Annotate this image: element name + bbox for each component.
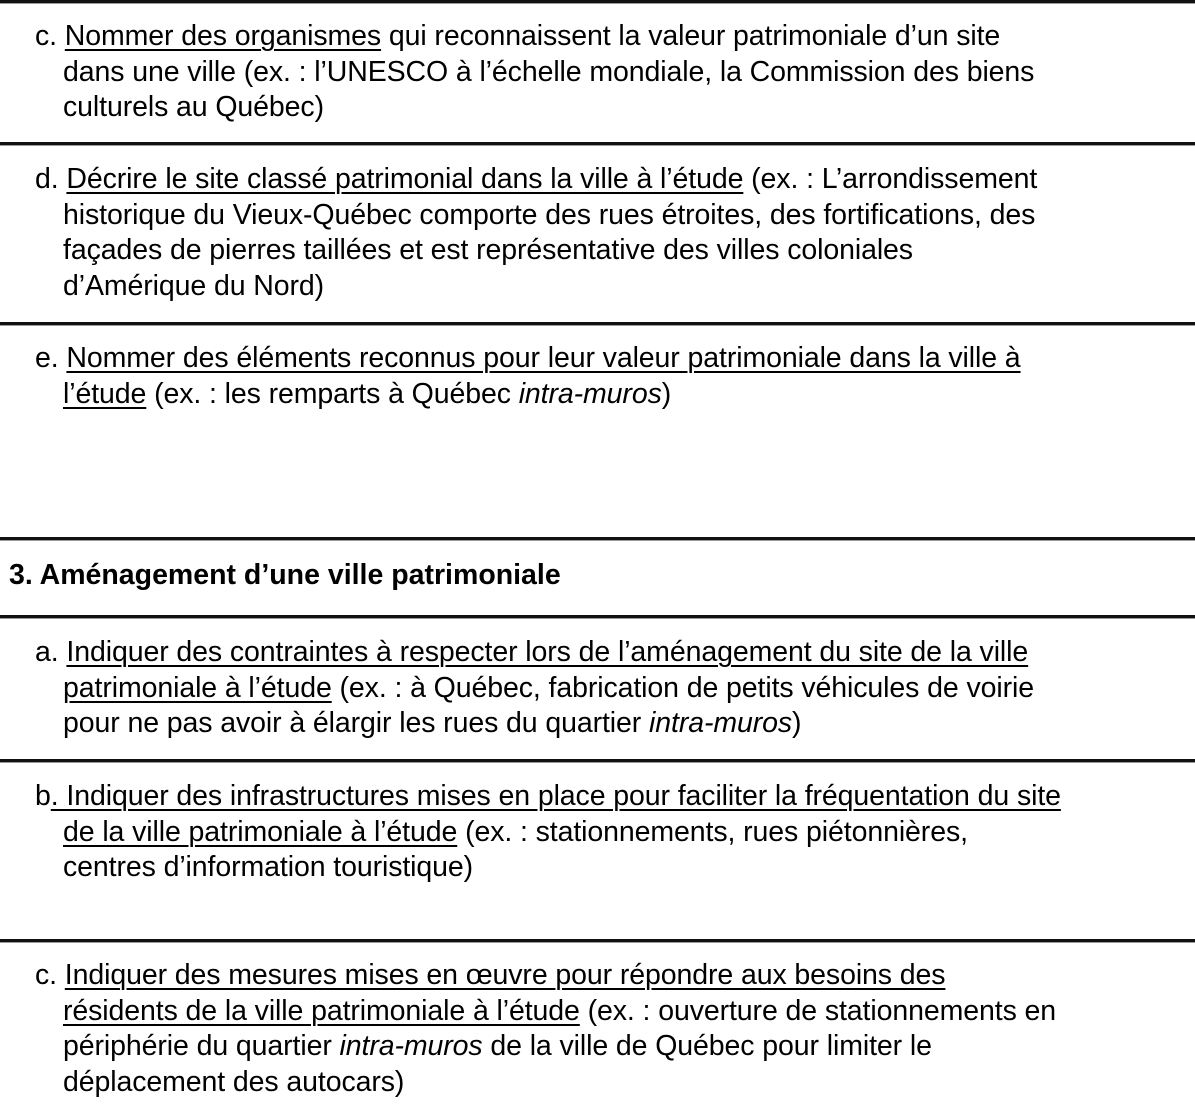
item-letter: c. xyxy=(35,20,57,52)
item-letter: c. xyxy=(35,959,57,991)
item-letter: e. xyxy=(35,342,59,374)
item-text: historique du Vieux-Québec comporte des rues étroites, des fortifications, des xyxy=(63,198,1036,231)
row-divider xyxy=(0,142,1195,146)
item-letter: b xyxy=(35,780,51,812)
item-objective: résidents de la ville patrimoniale à l’étude xyxy=(63,994,580,1027)
item-text: centres d’information touristique) xyxy=(63,851,474,883)
item-text: (ex. : L’arrondissement xyxy=(743,163,1038,195)
item-objective: Indiquer des mesures mises en œuvre pour répondre aux besoins des xyxy=(64,959,946,991)
item-objective: Décrire le site classé patrimonial dans la ville à l’étude xyxy=(66,163,744,195)
item-objective: Nommer des organismes xyxy=(64,20,382,52)
row-divider xyxy=(0,537,1195,541)
row-divider xyxy=(0,322,1195,326)
row-divider xyxy=(0,615,1195,619)
item-text: façades de pierres taillées et est représentative des villes coloniales xyxy=(63,234,913,266)
item-text: qui reconnaissent la valeur patrimoniale d’un site xyxy=(381,20,1001,52)
learning-item-3a xyxy=(35,635,1195,742)
item-objective: Nommer des éléments reconnus pour leur valeur patrimoniale dans la ville à xyxy=(66,342,1021,374)
item-text: dans une ville (ex. : l’UNESCO à l’échelle mondiale, la Commission des biens xyxy=(63,55,1035,88)
item-objective: de la ville patrimoniale à l’étude xyxy=(63,815,458,848)
item-text: (ex. : à Québec, fabrication de petits véhicules de voirie xyxy=(331,671,1034,704)
item-objective: Indiquer des contraintes à respecter lors de l’aménagement du site de la ville xyxy=(66,636,1029,668)
item-letter: a. xyxy=(35,636,59,668)
item-text: (ex. : ouverture de stationnements en xyxy=(579,994,1057,1027)
item-objective: l’étude xyxy=(63,377,147,410)
item-text: (ex. : stationnements, rues piétonnières, xyxy=(457,815,968,848)
learning-item-2e xyxy=(35,341,1195,412)
item-text: d’Amérique du Nord) xyxy=(63,269,325,302)
item-text: culturels au Québec) xyxy=(63,91,324,123)
learning-item-2d xyxy=(35,162,1195,304)
item-italic-term: intra-muros xyxy=(339,1030,483,1062)
item-text: de la ville de Québec pour limiter le xyxy=(482,1030,932,1062)
item-text: périphérie du quartier xyxy=(63,1030,340,1062)
row-divider xyxy=(0,759,1195,763)
item-letter: d. xyxy=(35,163,59,195)
row-divider xyxy=(0,939,1195,943)
item-text: déplacement des autocars) xyxy=(63,1065,405,1098)
section-heading: 3. Aménagement d’une ville patrimoniale xyxy=(9,559,561,591)
item-objective: patrimoniale à l’étude xyxy=(63,671,332,704)
learning-item-3c xyxy=(35,958,1195,1100)
item-text: ) xyxy=(792,707,802,739)
item-text: (ex. : les remparts à Québec xyxy=(146,377,519,410)
item-text: ) xyxy=(661,377,672,410)
row-divider xyxy=(0,0,1195,4)
learning-item-3b xyxy=(35,779,1195,886)
learning-item-2c xyxy=(35,19,1195,126)
item-text: pour ne pas avoir à élargir les rues du quartier xyxy=(63,707,650,739)
item-objective: . Indiquer des infrastructures mises en place pour faciliter la fréquentation du site xyxy=(50,780,1061,812)
item-italic-term: intra-muros xyxy=(649,707,793,739)
item-italic-term: intra-muros xyxy=(518,377,662,410)
